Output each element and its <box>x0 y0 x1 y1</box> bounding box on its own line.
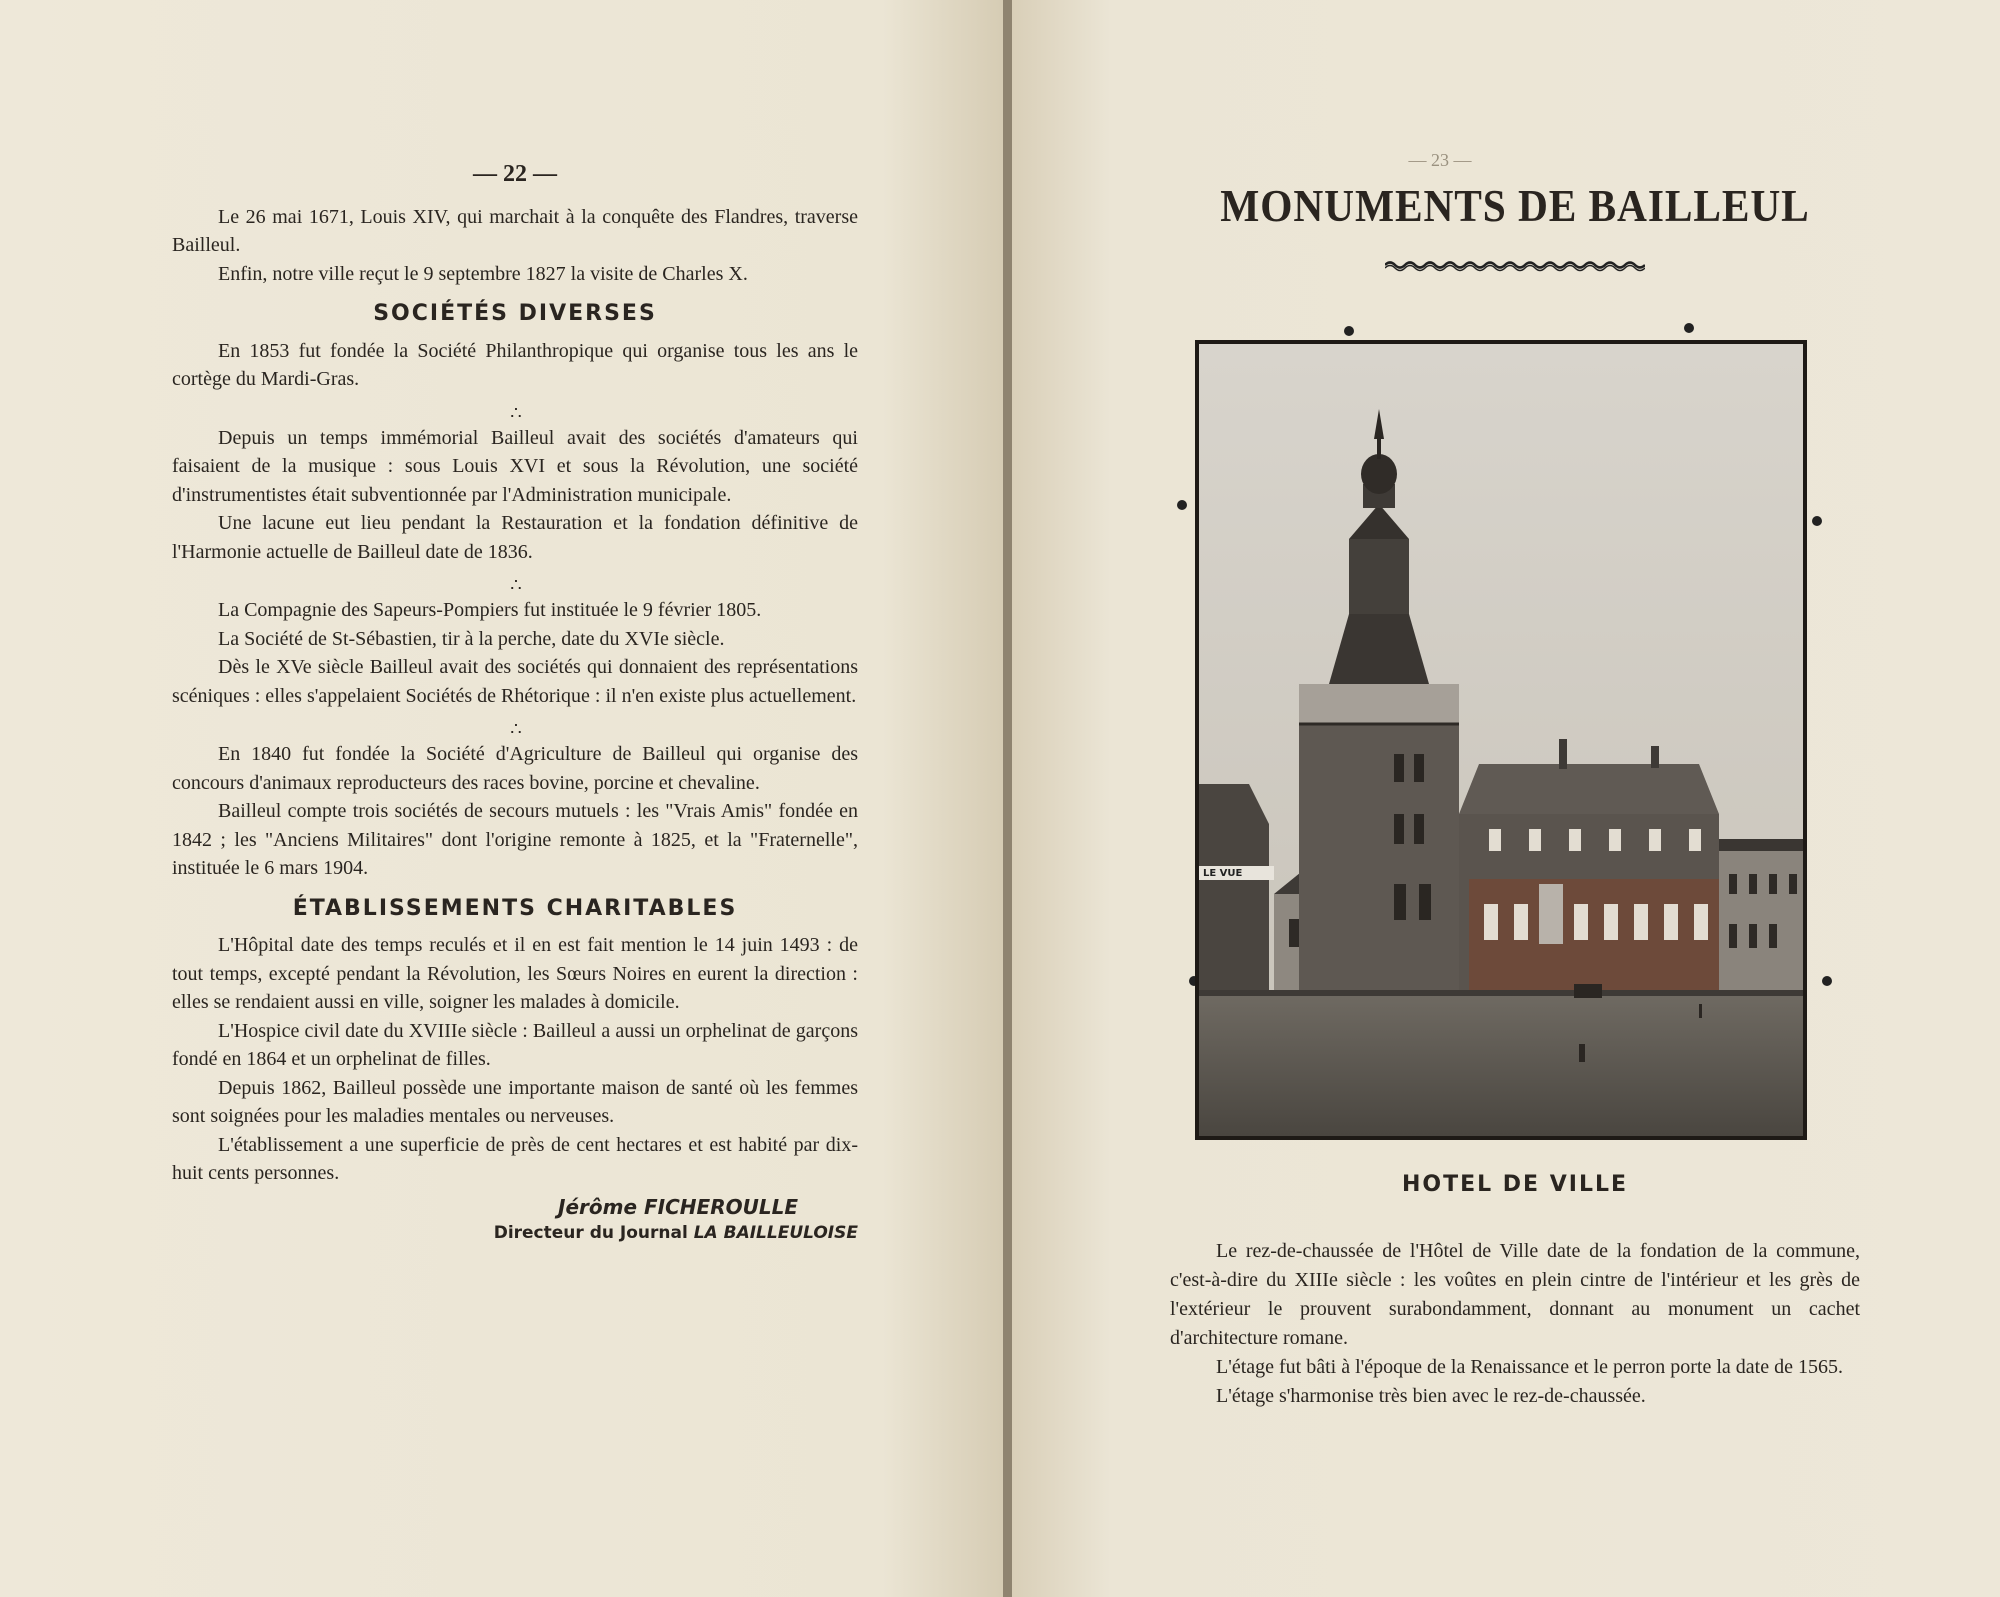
paragraph: La Compagnie des Sapeurs-Pompiers fut instituée le 9 février 1805. <box>218 599 762 621</box>
paragraph: Le 26 mai 1671, Louis XIV, qui marchait à la conquête des Flandres, traverse Bailleul. <box>172 205 858 256</box>
page-number-left: — 22 — <box>473 161 557 187</box>
paragraph: L'établissement a une superficie de près de cent hectares et est habité par dix-huit cents personnes. <box>172 1133 858 1184</box>
left-page-text <box>172 160 858 1246</box>
journal-name: LA BAILLEULOISE <box>693 1222 858 1243</box>
paragraph: Bailleul compte trois sociétés de secours mutuels : les "Vrais Amis" fondée en 1842 ; les "Anciens Militaires" dont l'origine remonte à 1825, et la "Fraternelle", instituée le 6 mars 1904. <box>172 800 858 879</box>
author-name: Jérôme FICHEROULLE <box>558 1194 798 1219</box>
right-page-text <box>1170 1237 1860 1411</box>
book-gutter <box>1003 0 1012 1597</box>
asterism-separator: ∴ <box>510 719 520 739</box>
page-title: MONUMENTS DE BAILLEUL <box>1220 180 1810 231</box>
paragraph: Une lacune eut lieu pendant la Restauration et la fondation définitive de l'Harmonie actuelle de Bailleul date de 1836. <box>172 512 858 563</box>
paragraph: Dès le XVe siècle Bailleul avait des sociétés qui donnaient des représentations scéniques : elles s'appelaient Sociétés de Rhétorique : il n'en existe plus actuellement. <box>172 656 858 707</box>
section-heading-societes: SOCIÉTÉS DIVERSES <box>373 301 657 326</box>
photo-caption: HOTEL DE VILLE <box>1401 1172 1629 1197</box>
section-heading-etablissements: ÉTABLISSEMENTS CHARITABLES <box>292 895 738 921</box>
paragraph: L'Hôpital date des temps reculés et il en est fait mention le 14 juin 1493 : de tout temps, excepté pendant la Révolution, les Sœurs Noires en eurent la direction : elles se rendaient aussi en ville, soigner les malades à domicile. <box>172 934 858 1013</box>
signature-block <box>172 1194 858 1246</box>
paragraph: L'étage fut bâti à l'époque de la Renaissance et le perron porte la date de 1565. <box>1216 1356 1843 1378</box>
hotel-de-ville-photograph <box>1195 340 1807 1140</box>
mounting-dot <box>1822 976 1832 986</box>
page-number-right: — 23 — <box>1408 150 1472 170</box>
photo-sign-text: LE VUE <box>1203 868 1243 879</box>
mounting-dot <box>1177 500 1187 510</box>
wavy-ornament <box>1385 258 1645 272</box>
asterism-separator: ∴ <box>510 575 520 595</box>
asterism-separator: ∴ <box>510 402 520 423</box>
paragraph: Enfin, notre ville reçut le 9 septembre 1827 la visite de Charles X. <box>218 262 748 285</box>
paragraph: Depuis un temps immémorial Bailleul avait des sociétés d'amateurs qui faisaient de la musique : sous Louis XVI et sous la Révolution, une société d'instrumentistes était subventionnée par l'Administration municipale. <box>172 426 858 506</box>
author-title <box>172 1220 858 1246</box>
paragraph: En 1840 fut fondée la Société d'Agriculture de Bailleul qui organise des concours d'animaux reproducteurs des races bovine, porcine et chevaline. <box>172 743 858 794</box>
paragraph: Depuis 1862, Bailleul possède une importante maison de santé où les femmes sont soignées pour les maladies mentales ou nerveuses. <box>172 1076 858 1127</box>
mounting-dot <box>1344 326 1354 336</box>
paragraph: Le rez-de-chaussée de l'Hôtel de Ville date de la fondation de la commune, c'est-à-dire du XIIIe siècle : les voûtes en plein cintre de l'intérieur et les grès de l'extérieur le prouvent surabondamment, donnant au monument un cachet d'architecture romane. <box>1170 1240 1860 1349</box>
mounting-dot <box>1812 516 1822 526</box>
paragraph: La Société de St-Sébastien, tir à la perche, date du XVIe siècle. <box>218 627 725 650</box>
author-title-prefix: Directeur du Journal <box>493 1222 688 1243</box>
paragraph: En 1853 fut fondée la Société Philanthropique qui organise tous les ans le cortège du Mardi-Gras. <box>172 339 858 390</box>
right-page-header <box>1170 150 1860 272</box>
town-hall-illustration <box>1199 344 1803 1136</box>
paragraph: L'Hospice civil date du XVIIIe siècle : Bailleul a aussi un orphelinat de garçons fondé en 1864 et un orphelinat de filles. <box>172 1019 858 1070</box>
paragraph: L'étage s'harmonise très bien avec le rez-de-chaussée. <box>1216 1385 1646 1407</box>
mounting-dot <box>1684 323 1694 333</box>
